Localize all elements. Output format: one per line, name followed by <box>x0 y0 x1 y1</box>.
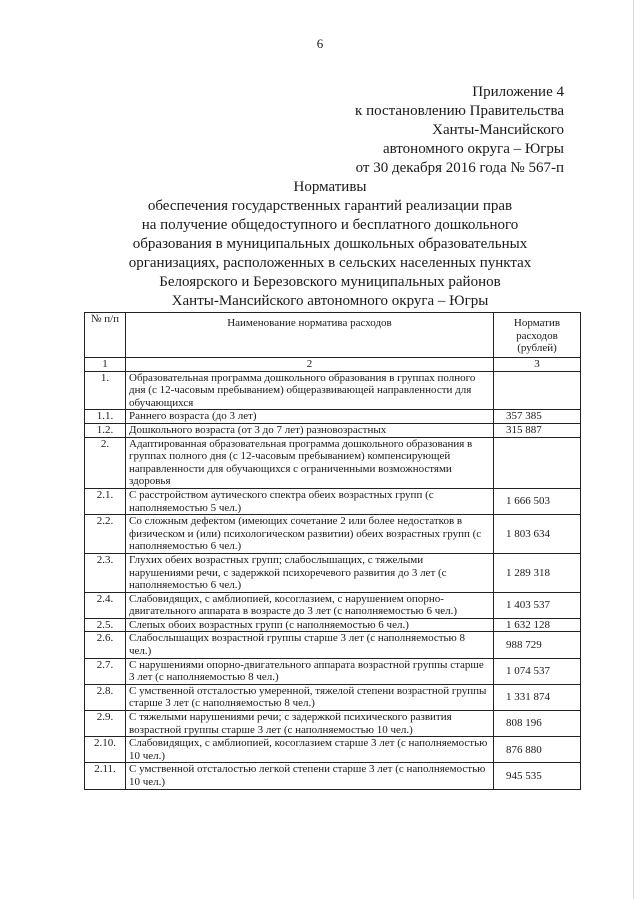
row-name: С умственной отсталостью легкой степени старше 3 лет (с наполняемостью 10 чел.) <box>126 763 494 789</box>
appendix-header <box>355 83 564 178</box>
row-name: Слабослышащих возрастной группы старше 3 лет (с наполняемостью 8 чел.) <box>126 632 494 658</box>
row-value: 808 196 <box>494 711 581 737</box>
row-value: 1 803 634 <box>494 515 581 554</box>
row-number: 1.2. <box>85 423 126 437</box>
title-line: Нормативы <box>293 179 367 195</box>
row-value: 357 385 <box>494 410 581 424</box>
title-line: на получение общедоступного и бесплатного дошкольного <box>141 217 519 233</box>
table-row <box>85 371 581 410</box>
row-number: 1. <box>85 371 126 410</box>
appendix-line: Ханты-Мансийского <box>432 122 564 138</box>
table-row <box>85 684 581 710</box>
column-index: 1 <box>85 358 126 372</box>
row-value: 1 632 128 <box>494 618 581 632</box>
row-number: 2.7. <box>85 658 126 684</box>
table-row <box>85 763 581 789</box>
row-name: Раннего возраста (до 3 лет) <box>126 410 494 424</box>
row-number: 2.11. <box>85 763 126 789</box>
column-index-row <box>85 358 581 372</box>
row-number: 2.4. <box>85 592 126 618</box>
table-row <box>85 711 581 737</box>
scan-edge <box>633 0 634 899</box>
row-value: 1 331 874 <box>494 684 581 710</box>
row-name: С нарушениями опорно-двигательного аппарата возрастной группы старше 3 лет (с наполняемостью 8 чел.) <box>126 658 494 684</box>
row-number: 2.5. <box>85 618 126 632</box>
row-name: С умственной отсталостью умеренной, тяжелой степени возрастной группы старше 3 лет (с наполняемостью 8 чел.) <box>126 684 494 710</box>
table-row <box>85 553 581 592</box>
row-value: 1 403 537 <box>494 592 581 618</box>
row-number: 2.8. <box>85 684 126 710</box>
row-number: 1.1. <box>85 410 126 424</box>
row-name: Слепых обоих возрастных групп (с наполняемостью 6 чел.) <box>126 618 494 632</box>
row-name: Слабовидящих, с амблиопией, косоглазием, с нарушением опорно-двигательного аппарата в возрасте до 3 лет (с наполняемостью 6 чел.) <box>126 592 494 618</box>
title-line: организациях, расположенных в сельских населенных пунктах <box>128 255 532 271</box>
row-value: 1 666 503 <box>494 488 581 514</box>
column-index: 2 <box>126 358 494 372</box>
row-number: 2.10. <box>85 737 126 763</box>
table-row <box>85 437 581 488</box>
row-name: Со сложным дефектом (имеющих сочетание 2 или более недостатков в физическом и (или) психологическом развитии) обеих возрастных групп (с наполняемостью 6 чел.) <box>126 515 494 554</box>
row-value: 876 880 <box>494 737 581 763</box>
norms-table <box>84 312 581 790</box>
row-name: Слабовидящих, с амблиопией, косоглазием старше 3 лет (с наполняемостью 10 чел.) <box>126 737 494 763</box>
row-value: 1 074 537 <box>494 658 581 684</box>
row-number: 2.1. <box>85 488 126 514</box>
row-number: 2. <box>85 437 126 488</box>
page-number: 6 <box>316 36 324 51</box>
row-number: 2.2. <box>85 515 126 554</box>
row-number: 2.3. <box>85 553 126 592</box>
row-value <box>494 437 581 488</box>
table-row <box>85 410 581 424</box>
row-value: 1 289 318 <box>494 553 581 592</box>
row-value: 945 535 <box>494 763 581 789</box>
row-name: С расстройством аутического спектра обеих возрастных групп (с наполняемостью 5 чел.) <box>126 488 494 514</box>
appendix-line: Приложение 4 <box>472 84 564 100</box>
title-line: образования в муниципальных дошкольных образовательных <box>132 236 528 252</box>
appendix-line: от 30 декабря 2016 года № 567-п <box>355 160 564 176</box>
title-line: обеспечения государственных гарантий реализации прав <box>147 198 513 214</box>
row-value: 988 729 <box>494 632 581 658</box>
appendix-line: автономного округа – Югры <box>382 141 564 157</box>
document-title <box>40 178 620 311</box>
row-name: С тяжелыми нарушениями речи; с задержкой психического развития возрастной группы старше 3 лет (с наполняемостью 10 чел.) <box>126 711 494 737</box>
title-line: Белоярского и Березовского муниципальных районов <box>159 274 501 290</box>
row-name: Дошкольного возраста (от 3 до 7 лет) разновозрастных <box>126 423 494 437</box>
table-row <box>85 515 581 554</box>
row-name: Адаптированная образовательная программа дошкольного образования в группах полного дня (с 12-часовым пребыванием) компенсирующей направленности для обучающихся с ограниченными возможностями здоровья <box>126 437 494 488</box>
row-value <box>494 371 581 410</box>
table-row <box>85 737 581 763</box>
row-name: Глухих обеих возрастных групп; слабослышащих, с тяжелыми нарушениями речи, с задержкой психоречевого развития до 3 лет (с наполняемостью 6 чел.) <box>126 553 494 592</box>
appendix-line: к постановлению Правительства <box>355 103 564 119</box>
header-num: № п/п <box>85 313 126 358</box>
row-value: 315 887 <box>494 423 581 437</box>
header-value: Норматив расходов (рублей) <box>494 313 581 358</box>
table-header-row <box>85 313 581 358</box>
header-name: Наименование норматива расходов <box>126 313 494 358</box>
table-row <box>85 423 581 437</box>
row-number: 2.9. <box>85 711 126 737</box>
table-row <box>85 618 581 632</box>
title-line: Ханты-Мансийского автономного округа – Югры <box>171 293 489 309</box>
table-row <box>85 488 581 514</box>
column-index: 3 <box>494 358 581 372</box>
table-row <box>85 632 581 658</box>
row-name: Образовательная программа дошкольного образования в группах полного дня (с 12-часовым пребыванием) общеразвивающей направленности для обучающихся <box>126 371 494 410</box>
table-row <box>85 658 581 684</box>
table-row <box>85 592 581 618</box>
row-number: 2.6. <box>85 632 126 658</box>
